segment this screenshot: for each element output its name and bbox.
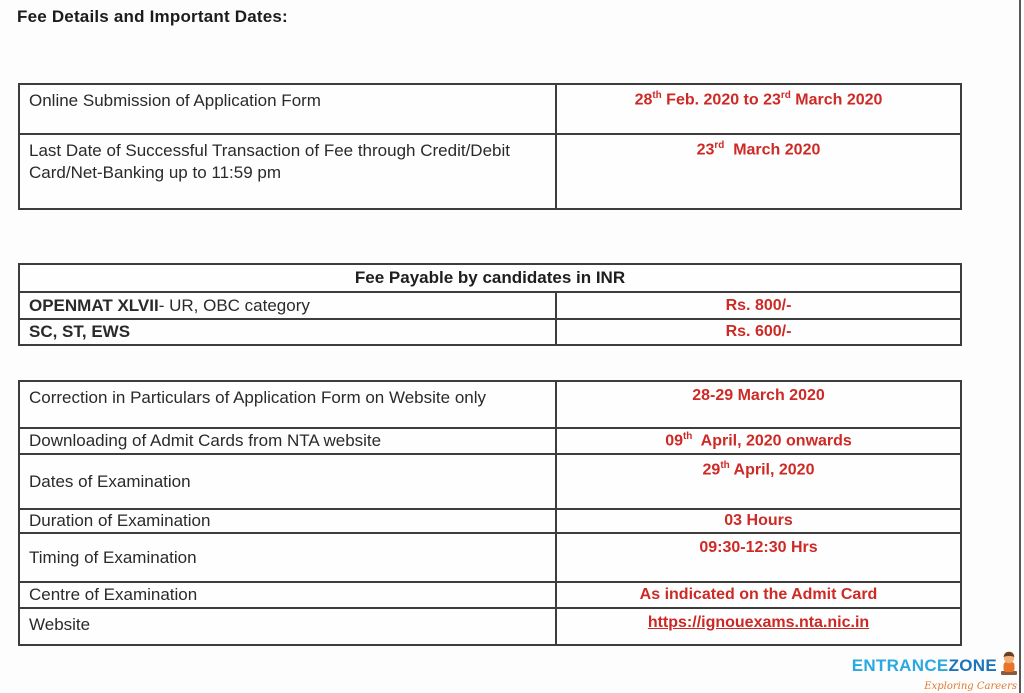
table-header-row — [20, 265, 960, 291]
row-value-cell — [557, 135, 960, 208]
graduate-mascot-icon — [999, 650, 1019, 681]
row-label: Timing of Examination — [29, 547, 197, 567]
website-link-value[interactable] — [648, 611, 869, 632]
row-label-cell — [20, 510, 557, 532]
important-dates-table — [18, 83, 962, 210]
row-label: SC, ST, EWS — [29, 322, 131, 342]
row-label-cell — [20, 609, 557, 644]
logo-text-zone: ZONE — [948, 656, 997, 675]
row-label: Website — [29, 615, 91, 634]
row-label: Centre of Examination — [29, 585, 198, 605]
row-value: 23rd March 2020 — [696, 140, 821, 159]
row-label-cell — [20, 429, 557, 453]
row-value: As indicated on the Admit Card — [639, 586, 878, 603]
table-header: Fee Payable by candidates in INR — [354, 268, 626, 287]
table-row — [20, 607, 960, 644]
logo-tagline: Exploring Careers — [924, 681, 1017, 692]
row-label: Downloading of Admit Cards from NTA website — [29, 431, 382, 451]
row-value-cell — [557, 455, 960, 508]
row-value-cell — [557, 382, 960, 427]
row-label: Correction in Particulars of Application Form on Website only — [29, 388, 486, 407]
row-label-cell — [20, 320, 557, 344]
row-value-cell — [557, 583, 960, 607]
row-label: Dates of Examination — [29, 471, 191, 491]
row-label-cell — [20, 583, 557, 607]
row-value: 28-29 March 2020 — [692, 387, 825, 404]
row-value-cell — [557, 293, 960, 318]
row-value-cell — [557, 609, 960, 644]
table-row — [20, 508, 960, 532]
row-value-cell — [557, 510, 960, 532]
row-label: OPENMAT XLVII- UR, OBC category — [29, 295, 310, 315]
row-value-cell — [557, 85, 960, 133]
row-label-cell — [20, 135, 557, 208]
entrancezone-logo — [852, 650, 1019, 692]
website-link[interactable]: https://ignouexams.nta.nic.in — [647, 614, 870, 631]
row-value-cell — [557, 320, 960, 344]
row-value: 09th April, 2020 onwards — [665, 431, 852, 450]
row-label: Last Date of Successful Transaction of Fee through Credit/Debit Card/Net-Banking up to 11:59 pm — [29, 141, 510, 182]
logo-text-line — [852, 650, 1019, 681]
row-label: Duration of Examination — [29, 511, 211, 531]
row-label-cell — [20, 293, 557, 318]
fee-payable-table — [18, 263, 962, 346]
row-value: 09:30-12:30 Hrs — [699, 539, 818, 556]
table-row — [20, 291, 960, 318]
page-edge-line — [1019, 0, 1021, 693]
table-row — [20, 382, 960, 427]
logo-wordmark — [852, 657, 997, 674]
row-value: Rs. 800/- — [725, 296, 792, 314]
table-row — [20, 318, 960, 344]
row-label-cell — [20, 85, 557, 133]
table-row — [20, 85, 960, 133]
row-value: 28th Feb. 2020 to 23rd March 2020 — [634, 90, 883, 109]
table-row — [20, 581, 960, 607]
table-row — [20, 532, 960, 581]
logo-text-entrance: ENTRANCE — [851, 656, 949, 675]
table-row — [20, 427, 960, 453]
row-value-cell — [557, 534, 960, 581]
table-row — [20, 133, 960, 208]
row-label-cell — [20, 455, 557, 508]
row-value-cell — [557, 429, 960, 453]
row-label-cell — [20, 534, 557, 581]
row-value: 29th April, 2020 — [702, 460, 815, 479]
page-title: Fee Details and Important Dates: — [17, 7, 288, 26]
row-label: Online Submission of Application Form — [29, 91, 321, 110]
exam-schedule-table — [18, 380, 962, 646]
row-value: 03 Hours — [724, 512, 793, 529]
row-label-cell — [20, 382, 557, 427]
row-value: Rs. 600/- — [725, 323, 792, 340]
table-row — [20, 453, 960, 508]
